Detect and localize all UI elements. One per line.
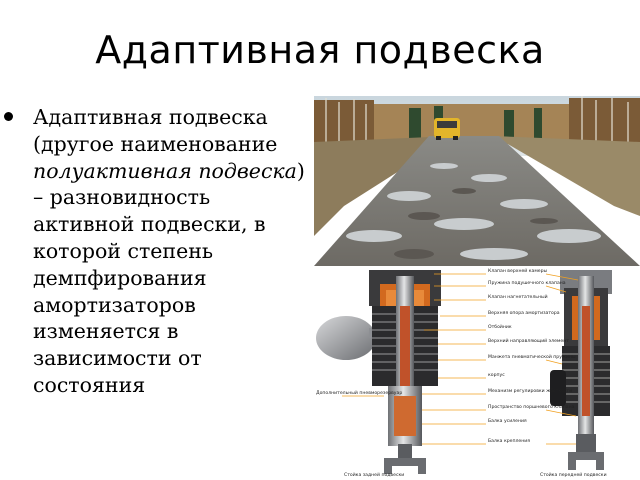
label-valve-spring: Пружина подушечного клапана xyxy=(488,281,566,286)
bullet-text-end: ) – разновидность активной подвески, в которой степень демпфирования амортизаторов изменяется в зависимости от состояния xyxy=(33,158,305,397)
label-upper-guide: Верхний направляющий элемент xyxy=(488,339,569,344)
label-bump-stop: Отбойник xyxy=(488,325,512,330)
label-housing: корпус xyxy=(488,373,505,378)
bullet-text-start: Адаптивная подвеска (другое наименование xyxy=(33,105,278,156)
slide-title: Адаптивная подвеска xyxy=(95,28,545,72)
label-rear-strut: Стойка задней подвески xyxy=(344,473,405,478)
bullet-marker xyxy=(4,112,13,121)
suspension-diagram xyxy=(314,266,640,480)
label-reinforcement: Балка усиления xyxy=(488,419,527,424)
label-piston-valve-space: Пространство поршневого клапана xyxy=(488,405,575,410)
label-front-strut: Стойка передней подвески xyxy=(540,473,607,478)
reservoir-shape xyxy=(316,316,376,360)
label-air-spring-sleeve: Манжета пневматической пружины xyxy=(488,355,576,360)
road-photo xyxy=(314,96,640,266)
label-reservoir: Дополнительный пневморезервуар xyxy=(316,391,403,396)
bullet-paragraph xyxy=(33,104,308,399)
bullet-text-italic: полуактивная подвеска xyxy=(33,158,297,183)
label-damping-control: Механизм регулировки жёсткости xyxy=(488,389,573,394)
label-upper-mount: Верхняя опора амортизатора xyxy=(488,311,560,316)
front-strut xyxy=(550,270,612,470)
label-upper-chamber-valve: Клапан верхней камеры xyxy=(488,269,548,274)
label-mount-beam: Балка крепления xyxy=(488,439,530,444)
label-pressure-valve: Клапан нагнетательный xyxy=(488,295,548,300)
rear-strut xyxy=(369,270,441,474)
